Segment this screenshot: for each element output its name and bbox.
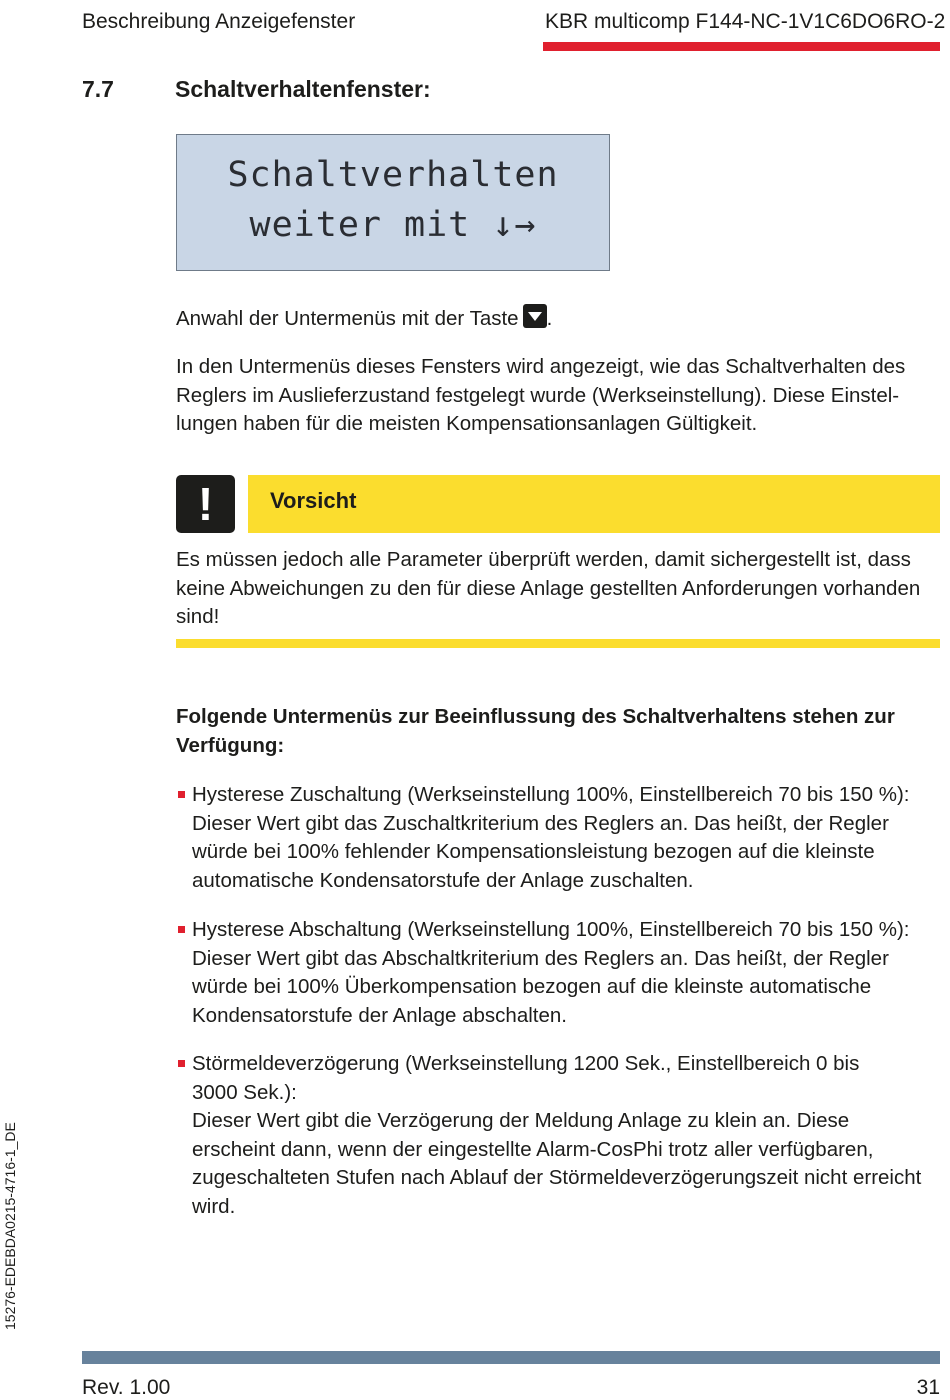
warning-bottom-rule (176, 639, 940, 648)
lcd-line-1: Schaltverhalten (227, 155, 559, 195)
list-item (192, 781, 944, 895)
exclamation-icon: ! (176, 475, 235, 533)
down-arrow-key-icon (523, 304, 547, 328)
list-item-text: Dieser Wert gibt die Verzögerung der Meldung Anlage zu klein an. Diese erscheint dann, wenn der eingestellte Alarm-CosPhi trotz aller verfügbaren, zugeschalteten Stufen nach Ablauf der Störmeldeverzögerungszeit nicht erreicht wird. (192, 1109, 922, 1218)
section-title: Schaltverhaltenfenster: (175, 76, 431, 102)
document-code: 15276-EDEBDA0215-4716-1_DE (2, 1122, 18, 1330)
lcd-line-2: weiter mit ↓→ (249, 205, 537, 245)
intro-line (176, 304, 552, 334)
list-item (192, 916, 944, 1030)
lcd-display (176, 134, 610, 271)
bullet-marker (178, 791, 185, 798)
intro-text: Anwahl der Untermenüs mit der Taste (176, 307, 519, 330)
warning-text: Es müssen jedoch alle Parameter überprüft werden, damit sichergestellt ist, dass keine Abweichungen zu den für diese Anlage gestellten Anforderungen vorhanden sind! (176, 548, 921, 628)
list-item-text: Dieser Wert gibt das Zuschaltkriterium des Reglers an. Das heißt, der Regler würde bei 100% fehlender Kompensationsleistung bezogen auf die kleinste automatische Kondensatorstufe der Anlage zuschalten. (192, 811, 889, 892)
submenu-heading: Folgende Untermenüs zur Beeinflussung des Schaltverhaltens stehen zur Verfügung: (176, 705, 895, 757)
section-number: 7.7 (82, 76, 114, 102)
warning-title: Vorsicht (270, 488, 357, 513)
header-left-title: Beschreibung Anzeigefenster (82, 10, 356, 33)
page-number: 31 (916, 1376, 940, 1399)
description-paragraph: In den Untermenüs dieses Fensters wird angezeigt, wie das Schaltverhalten des Reglers im Auslieferzustand festgelegt wurde (Werkseinstellung). Diese Einstel-lungen haben für die meisten Kompensationsanlagen Gültigkeit. (176, 355, 906, 435)
footer-bar (82, 1351, 940, 1364)
list-item-lead: Störmeldeverzögerung (Werkseinstellung 1200 Sek., Einstellbereich 0 bis 3000 Sek.): (192, 1052, 860, 1104)
list-item-lead: Hysterese Zuschaltung (Werkseinstellung 100%, Einstellbereich 70 bis 150 %): (192, 783, 910, 806)
header-accent-bar (543, 42, 940, 51)
footer-revision: Rev. 1.00 (82, 1376, 171, 1399)
list-item-text: Dieser Wert gibt das Abschaltkriterium des Reglers an. Das heißt, der Regler würde bei 100% Überkompensation bezogen auf die kleinste automatische Kondensatorstufe der Anlage abschalten. (192, 946, 889, 1027)
list-item-lead: Hysterese Abschaltung (Werkseinstellung 100%, Einstellbereich 70 bis 150 %): (192, 918, 910, 941)
bullet-marker (178, 926, 185, 933)
intro-suffix: . (546, 307, 553, 330)
bullet-marker (178, 1060, 185, 1067)
header-right-title: KBR multicomp F144-NC-1V1C6DO6RO-2 (545, 10, 946, 33)
list-item (192, 1050, 922, 1221)
